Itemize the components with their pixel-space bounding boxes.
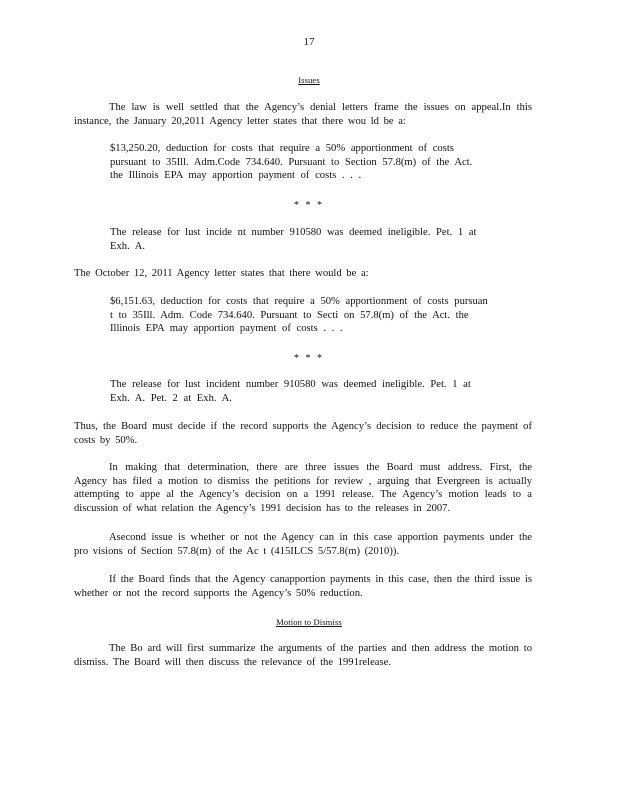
paragraph-law-settled: The law is well settled that the Agency’s denial letters frame the issues on appeal.In this instance, the January 20,2011 Agency letter states that there wou ld be a: xyxy=(74,102,532,127)
page-number: 17 xyxy=(303,36,315,48)
section-heading-issues: Issues xyxy=(298,75,320,85)
block-quote-release-ineligible-2: The release for lust incident number 910580 was deemed ineligible. Pet. 1 at Exh. A. Pet. 2 at Exh. A. xyxy=(110,379,471,404)
paragraph-october-letter: The October 12, 2011 Agency letter states that there would be a: xyxy=(74,268,369,279)
block-quote-release-ineligible: The release for lust incide nt number 910580 was deemed ineligible. Pet. 1 at Exh. A. xyxy=(110,227,477,252)
paragraph-board-must-decide: Thus, the Board must decide if the record supports the Agency’s decision to reduce the payment of costs by 50%. xyxy=(74,421,532,446)
paragraph-second-issue: Asecond issue is whether or not the Agency can in this case apportion payments under the pro visions of Section 57.8(m) of the Ac t (415ILCS 5/57.8(m) (2010)). xyxy=(74,532,532,557)
paragraph-third-issue: If the Board finds that the Agency canapportion payments in this case, then the third issue is whether or not the record supports the Agency’s 50% reduction. xyxy=(74,574,532,599)
block-quote-october-letter: $6,151.63, deduction for costs that require a 50% apportionment of costs pursuan t to 35Ill. Adm. Code 734.640. Pursuant to Secti on 57.8(m) of the Act. the Illinois EPA may apportion payment of costs . . . xyxy=(110,296,488,335)
section-heading-motion-to-dismiss: Motion to Dismiss xyxy=(276,617,342,627)
block-quote-january-letter: $13,250.20, deduction for costs that require a 50% apportionment of costs pursuant to 35Ill. Adm.Code 734.640. Pursuant to Section 57.8(m) of the Act. the Illinois EPA may apportion payment of costs . . . xyxy=(110,143,473,182)
ellipsis-stars: * * * xyxy=(294,200,324,211)
paragraph-three-issues: In making that determination, there are three issues the Board must address. First, the Agency has filed a motion to dismiss the petitions for review , arguing that Evergreen is actually attempting to appe al the Agency’s decision on a 1991 release. The Agency’s motion leads to a discussion of what relation the Agency’s 1991 decision has to the releases in 2007. xyxy=(74,462,532,514)
paragraph-board-summarize: The Bo ard will first summarize the arguments of the parties and then address the motion to dismiss. The Board will then discuss the relevance of the 1991release. xyxy=(74,643,532,668)
ellipsis-stars: * * * xyxy=(294,353,324,364)
